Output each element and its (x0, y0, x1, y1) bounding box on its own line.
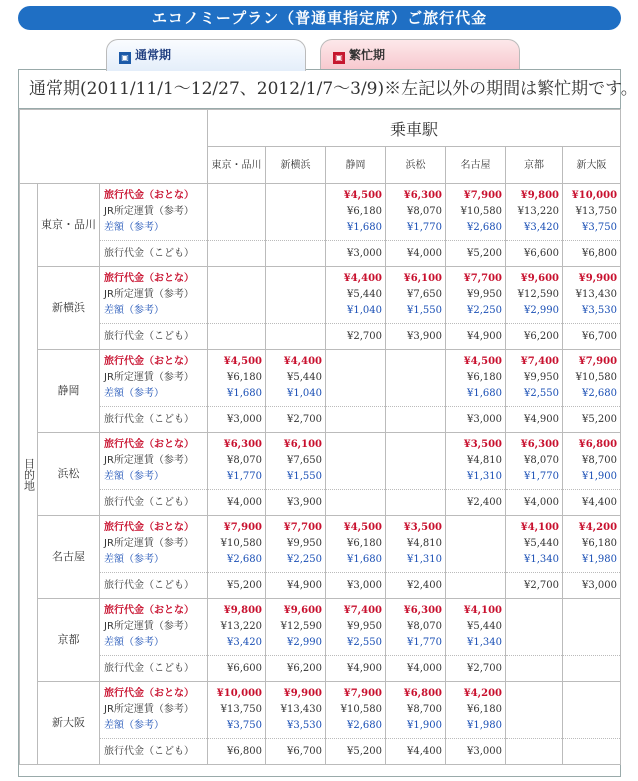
fare-child: ¥3,900 (386, 324, 446, 350)
fare-cell (446, 267, 506, 324)
boarding-station-header: 乗車駅 (208, 110, 621, 147)
fare-cell (563, 433, 621, 490)
fare-child (563, 656, 621, 682)
fare-adult: ¥9,600 (283, 605, 323, 616)
fare-adult: ¥4,500 (343, 522, 383, 533)
fare-cell (446, 516, 506, 573)
fare-labels (100, 184, 208, 241)
fare-row-child (20, 573, 621, 599)
origin-station: 名古屋 (38, 516, 100, 599)
label-adult: 旅行代金（おとな） (104, 522, 194, 533)
station-header: 京都 (506, 147, 563, 184)
fare-child: ¥6,800 (208, 739, 266, 765)
fare-jr: ¥4,810 (407, 538, 443, 549)
fare-cell (446, 599, 506, 656)
fare-jr: ¥13,750 (220, 704, 263, 715)
label-child: 旅行代金（こども） (100, 739, 208, 765)
fare-jr: ¥5,440 (467, 621, 503, 632)
fare-cell (506, 516, 563, 573)
fare-cell (563, 184, 621, 241)
fare-child: ¥3,000 (326, 241, 386, 267)
fare-adult: ¥6,300 (223, 439, 263, 450)
fare-cell (386, 682, 446, 739)
fare-diff: ¥1,040 (287, 388, 323, 399)
fare-cell (563, 599, 621, 656)
fare-cell (506, 682, 563, 739)
fare-child: ¥4,400 (563, 490, 621, 516)
fare-child (386, 490, 446, 516)
fare-cell (446, 184, 506, 241)
fare-cell (386, 599, 446, 656)
label-child: 旅行代金（こども） (100, 324, 208, 350)
fare-child: ¥3,000 (446, 739, 506, 765)
fare-child: ¥6,700 (266, 739, 326, 765)
fare-cell (208, 267, 266, 324)
label-jr: JR所定運賃（参考） (104, 704, 194, 715)
label-jr: JR所定運賃（参考） (104, 289, 194, 300)
fare-jr: ¥6,180 (347, 206, 383, 217)
destination-header: 目的地 (20, 184, 38, 765)
fare-cell (386, 184, 446, 241)
fare-diff: ¥2,550 (524, 388, 560, 399)
fare-diff: ¥1,340 (467, 637, 503, 648)
station-header: 新大阪 (563, 147, 621, 184)
fare-child: ¥5,200 (563, 407, 621, 433)
fare-diff: ¥1,680 (227, 388, 263, 399)
fare-row-child (20, 241, 621, 267)
station-header: 静岡 (326, 147, 386, 184)
station-header: 浜松 (386, 147, 446, 184)
fare-jr: ¥8,070 (227, 455, 263, 466)
fare-adult: ¥7,700 (283, 522, 323, 533)
fare-adult: ¥9,800 (520, 190, 560, 201)
fare-child: ¥6,800 (563, 241, 621, 267)
fare-child: ¥4,000 (386, 656, 446, 682)
fare-child (208, 241, 266, 267)
label-child: 旅行代金（こども） (100, 407, 208, 433)
fare-cell (506, 184, 563, 241)
fare-table (19, 109, 621, 765)
fare-diff: ¥3,420 (227, 637, 263, 648)
fare-adult: ¥9,900 (283, 688, 323, 699)
fare-jr: ¥6,180 (467, 372, 503, 383)
fare-row-adult (20, 516, 621, 573)
fare-cell (266, 682, 326, 739)
fare-jr: ¥5,440 (347, 289, 383, 300)
fare-jr: ¥9,950 (287, 538, 323, 549)
fare-jr: ¥10,580 (340, 704, 383, 715)
fare-jr: ¥5,440 (524, 538, 560, 549)
label-diff: 差額（参考） (104, 305, 164, 316)
fare-labels (100, 516, 208, 573)
fare-cell (266, 599, 326, 656)
fare-row-adult (20, 599, 621, 656)
fare-diff: ¥1,680 (347, 554, 383, 565)
fare-diff: ¥1,340 (524, 554, 560, 565)
fare-child: ¥6,200 (266, 656, 326, 682)
fare-cell (506, 599, 563, 656)
fare-adult: ¥10,000 (216, 688, 263, 699)
fare-diff: ¥2,550 (347, 637, 383, 648)
fare-child (446, 573, 506, 599)
fare-cell (326, 682, 386, 739)
fare-cell (326, 516, 386, 573)
fare-cell (266, 267, 326, 324)
fare-adult: ¥3,500 (403, 522, 443, 533)
fare-jr: ¥9,950 (467, 289, 503, 300)
tab-normal-label: 通常期 (135, 48, 172, 62)
fare-diff: ¥1,980 (467, 720, 503, 731)
label-diff: 差額（参考） (104, 720, 164, 731)
fare-cell (446, 433, 506, 490)
fare-jr: ¥6,180 (582, 538, 618, 549)
page-title: エコノミープラン（普通車指定席）ご旅行代金 (18, 6, 621, 30)
fare-child (208, 324, 266, 350)
fare-child: ¥3,000 (446, 407, 506, 433)
window-icon: ▣ (119, 52, 131, 64)
fare-diff: ¥1,040 (347, 305, 383, 316)
tab-normal-period[interactable] (106, 39, 306, 71)
fare-diff: ¥2,250 (467, 305, 503, 316)
label-diff: 差額（参考） (104, 222, 164, 233)
fare-jr: ¥12,590 (517, 289, 560, 300)
fare-diff: ¥2,680 (227, 554, 263, 565)
fare-adult: ¥7,700 (463, 273, 503, 284)
fare-adult: ¥7,400 (520, 356, 560, 367)
fare-diff: ¥3,750 (582, 222, 618, 233)
fare-child (326, 490, 386, 516)
origin-station: 新大阪 (38, 682, 100, 765)
fare-labels (100, 599, 208, 656)
fare-adult: ¥4,400 (283, 356, 323, 367)
fare-child: ¥2,400 (446, 490, 506, 516)
fare-child (386, 407, 446, 433)
fare-cell (326, 350, 386, 407)
fare-diff: ¥1,310 (467, 471, 503, 482)
label-jr: JR所定運賃（参考） (104, 538, 194, 549)
fare-diff: ¥2,250 (287, 554, 323, 565)
fare-jr: ¥13,430 (280, 704, 323, 715)
fare-child (326, 407, 386, 433)
origin-station: 東京・品川 (38, 184, 100, 267)
label-adult: 旅行代金（おとな） (104, 356, 194, 367)
fare-diff: ¥1,770 (407, 222, 443, 233)
fare-cell (266, 184, 326, 241)
label-adult: 旅行代金（おとな） (104, 190, 194, 201)
station-header: 名古屋 (446, 147, 506, 184)
fare-row-adult (20, 682, 621, 739)
fare-child: ¥2,400 (386, 573, 446, 599)
fare-jr: ¥6,180 (227, 372, 263, 383)
fare-cell (208, 599, 266, 656)
fare-adult: ¥6,300 (403, 605, 443, 616)
fare-adult: ¥9,600 (520, 273, 560, 284)
fare-labels (100, 433, 208, 490)
fare-diff: ¥3,420 (524, 222, 560, 233)
fare-cell (563, 516, 621, 573)
fare-child (506, 739, 563, 765)
fare-jr: ¥13,430 (575, 289, 618, 300)
fare-adult: ¥4,500 (463, 356, 503, 367)
fare-jr: ¥7,650 (407, 289, 443, 300)
fare-child (563, 739, 621, 765)
fare-child: ¥4,000 (506, 490, 563, 516)
label-jr: JR所定運賃（参考） (104, 206, 194, 217)
fare-child: ¥4,400 (386, 739, 446, 765)
label-adult: 旅行代金（おとな） (104, 688, 194, 699)
station-header: 新横浜 (266, 147, 326, 184)
fare-adult: ¥4,400 (343, 273, 383, 284)
fare-child: ¥2,700 (266, 407, 326, 433)
fare-diff: ¥1,900 (582, 471, 618, 482)
fare-diff: ¥1,980 (582, 554, 618, 565)
fare-jr: ¥8,070 (407, 206, 443, 217)
fare-adult: ¥4,200 (578, 522, 618, 533)
fare-labels (100, 682, 208, 739)
fare-adult: ¥6,300 (403, 190, 443, 201)
fare-jr: ¥8,070 (524, 455, 560, 466)
fare-cell (446, 682, 506, 739)
fare-diff: ¥1,310 (407, 554, 443, 565)
fare-jr: ¥6,180 (347, 538, 383, 549)
fare-diff: ¥1,680 (467, 388, 503, 399)
fare-diff: ¥2,680 (347, 720, 383, 731)
fare-diff: ¥1,770 (524, 471, 560, 482)
fare-cell (563, 267, 621, 324)
fare-cell (386, 267, 446, 324)
origin-station: 新横浜 (38, 267, 100, 350)
tab-busy-period[interactable] (320, 39, 520, 69)
fare-cell (506, 433, 563, 490)
fare-diff: ¥1,550 (407, 305, 443, 316)
origin-station: 静岡 (38, 350, 100, 433)
fare-child: ¥5,200 (326, 739, 386, 765)
fare-adult: ¥6,100 (403, 273, 443, 284)
fare-child: ¥4,900 (266, 573, 326, 599)
fare-adult: ¥7,400 (343, 605, 383, 616)
fare-child (506, 656, 563, 682)
fare-child: ¥2,700 (506, 573, 563, 599)
label-jr: JR所定運賃（参考） (104, 455, 194, 466)
fare-cell (208, 350, 266, 407)
label-adult: 旅行代金（おとな） (104, 439, 194, 450)
fare-jr: ¥10,580 (575, 372, 618, 383)
fare-jr: ¥10,580 (460, 206, 503, 217)
fare-cell (563, 682, 621, 739)
fare-child: ¥4,900 (506, 407, 563, 433)
label-adult: 旅行代金（おとな） (104, 605, 194, 616)
fare-child: ¥3,000 (326, 573, 386, 599)
fare-row-adult (20, 267, 621, 324)
fare-adult: ¥7,900 (578, 356, 618, 367)
fare-diff: ¥1,680 (347, 222, 383, 233)
label-diff: 差額（参考） (104, 637, 164, 648)
fare-diff: ¥2,990 (287, 637, 323, 648)
fare-row-adult (20, 350, 621, 407)
station-header: 東京・品川 (208, 147, 266, 184)
fare-cell (386, 350, 446, 407)
fare-child: ¥4,000 (208, 490, 266, 516)
fare-cell (208, 682, 266, 739)
fare-adult: ¥4,100 (463, 605, 503, 616)
fare-child: ¥6,200 (506, 324, 563, 350)
period-note: 通常期(2011/11/1〜12/27、2012/1/7〜3/9)※左記以外の期間は繁忙期です。 (19, 70, 620, 109)
fare-child: ¥4,900 (326, 656, 386, 682)
fare-adult: ¥4,200 (463, 688, 503, 699)
fare-jr: ¥9,950 (347, 621, 383, 632)
fare-row-adult (20, 184, 621, 241)
fare-adult: ¥10,000 (571, 190, 618, 201)
fare-adult: ¥4,500 (223, 356, 263, 367)
label-diff: 差額（参考） (104, 388, 164, 399)
fare-child: ¥4,900 (446, 324, 506, 350)
fare-cell (506, 267, 563, 324)
fare-adult: ¥4,100 (520, 522, 560, 533)
fare-diff: ¥1,770 (227, 471, 263, 482)
fare-adult: ¥7,900 (463, 190, 503, 201)
fare-jr: ¥13,220 (220, 621, 263, 632)
fare-cell (506, 350, 563, 407)
fare-jr: ¥9,950 (524, 372, 560, 383)
label-diff: 差額（参考） (104, 554, 164, 565)
fare-row-adult (20, 433, 621, 490)
fare-adult: ¥7,900 (343, 688, 383, 699)
fare-jr: ¥7,650 (287, 455, 323, 466)
fare-cell (208, 516, 266, 573)
fare-diff: ¥2,680 (467, 222, 503, 233)
label-jr: JR所定運賃（参考） (104, 372, 194, 383)
fare-adult: ¥6,800 (403, 688, 443, 699)
label-child: 旅行代金（こども） (100, 490, 208, 516)
fare-child: ¥2,700 (326, 324, 386, 350)
fare-diff: ¥1,550 (287, 471, 323, 482)
fare-adult: ¥3,500 (463, 439, 503, 450)
fare-jr: ¥8,700 (582, 455, 618, 466)
label-jr: JR所定運賃（参考） (104, 621, 194, 632)
fare-labels (100, 350, 208, 407)
fare-cell (326, 267, 386, 324)
origin-station: 京都 (38, 599, 100, 682)
fare-diff: ¥3,750 (227, 720, 263, 731)
fare-cell (326, 433, 386, 490)
fare-jr: ¥10,580 (220, 538, 263, 549)
fare-panel (18, 69, 638, 777)
fare-jr: ¥13,750 (575, 206, 618, 217)
fare-adult: ¥6,100 (283, 439, 323, 450)
label-adult: 旅行代金（おとな） (104, 273, 194, 284)
fare-cell (266, 516, 326, 573)
fare-child: ¥6,600 (506, 241, 563, 267)
fare-cell (326, 184, 386, 241)
fare-adult: ¥6,800 (578, 439, 618, 450)
fare-adult: ¥9,800 (223, 605, 263, 616)
label-child: 旅行代金（こども） (100, 656, 208, 682)
tab-busy-label: 繁忙期 (349, 48, 386, 62)
fare-cell (326, 599, 386, 656)
fare-diff: ¥1,770 (407, 637, 443, 648)
fare-adult: ¥9,900 (578, 273, 618, 284)
fare-diff: ¥1,900 (407, 720, 443, 731)
fare-child: ¥6,700 (563, 324, 621, 350)
fare-jr: ¥12,590 (280, 621, 323, 632)
fare-row-child (20, 324, 621, 350)
fare-adult: ¥6,300 (520, 439, 560, 450)
fare-row-child (20, 739, 621, 765)
fare-diff: ¥2,990 (524, 305, 560, 316)
fare-cell (446, 350, 506, 407)
fare-adult: ¥7,900 (223, 522, 263, 533)
fare-jr: ¥8,070 (407, 621, 443, 632)
window-icon: ▣ (333, 52, 345, 64)
fare-cell (563, 350, 621, 407)
fare-cell (208, 433, 266, 490)
fare-child: ¥5,200 (446, 241, 506, 267)
fare-child: ¥3,900 (266, 490, 326, 516)
fare-cell (266, 350, 326, 407)
label-child: 旅行代金（こども） (100, 573, 208, 599)
corner-cell (20, 110, 208, 184)
fare-child: ¥5,200 (208, 573, 266, 599)
label-diff: 差額（参考） (104, 471, 164, 482)
fare-cell (386, 433, 446, 490)
fare-adult: ¥4,500 (343, 190, 383, 201)
fare-diff: ¥3,530 (582, 305, 618, 316)
origin-station: 浜松 (38, 433, 100, 516)
fare-jr: ¥5,440 (287, 372, 323, 383)
fare-jr: ¥4,810 (467, 455, 503, 466)
fare-labels (100, 267, 208, 324)
fare-child: ¥4,000 (386, 241, 446, 267)
fare-row-child (20, 656, 621, 682)
label-child: 旅行代金（こども） (100, 241, 208, 267)
fare-cell (208, 184, 266, 241)
fare-child (266, 324, 326, 350)
fare-jr: ¥6,180 (467, 704, 503, 715)
fare-child: ¥6,600 (208, 656, 266, 682)
fare-jr: ¥13,220 (517, 206, 560, 217)
fare-child (266, 241, 326, 267)
fare-child: ¥3,000 (563, 573, 621, 599)
fare-cell (266, 433, 326, 490)
fare-child: ¥2,700 (446, 656, 506, 682)
fare-cell (386, 516, 446, 573)
fare-child: ¥3,000 (208, 407, 266, 433)
fare-diff: ¥3,530 (287, 720, 323, 731)
fare-jr: ¥8,700 (407, 704, 443, 715)
fare-diff: ¥2,680 (582, 388, 618, 399)
fare-row-child (20, 407, 621, 433)
fare-row-child (20, 490, 621, 516)
